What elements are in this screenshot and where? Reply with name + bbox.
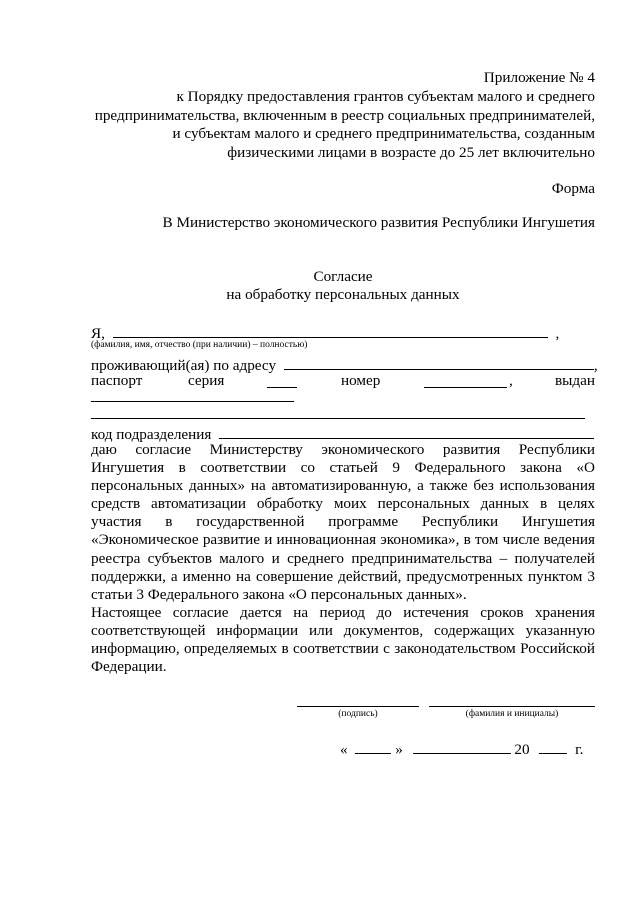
header-line-1: к Порядку предоставления грантов субъектам малого и среднего bbox=[176, 88, 595, 105]
year-suffix: г. bbox=[575, 741, 584, 758]
name-comma: , bbox=[555, 325, 560, 342]
passport-label: паспорт bbox=[91, 372, 143, 389]
signer-name-hint: (фамилия и инициалы) bbox=[465, 709, 559, 719]
signature-field[interactable] bbox=[297, 706, 419, 707]
month-field[interactable] bbox=[413, 738, 511, 754]
division-code-field[interactable] bbox=[219, 423, 594, 439]
signer-name-field[interactable] bbox=[429, 706, 595, 707]
address-label: проживающий(ая) по адресу bbox=[91, 357, 277, 374]
division-code-label: код подразделения bbox=[91, 426, 212, 443]
issued-by-field-2[interactable] bbox=[91, 418, 585, 419]
date-close-quote: » bbox=[395, 741, 403, 758]
full-name-hint: (фамилия, имя, отчество (при наличии) – полностью) bbox=[91, 340, 308, 350]
header-line-2: предпринимательства, включенным в реестр социальных предпринимателей, bbox=[94, 107, 595, 124]
consent-paragraph-1: даю согласие Министерству экономического развития Республики Ингушетия в соответствии со статьей 9 Федерального закона «О персональных данных» на автоматизированную, а также без использования средств автоматизации обработку моих персональных данных в целях участия в государственной программе Республики Ингушетия «Экономическое развитие и инновационная экономика», в том числе ведения реестра субъектов малого и среднего предпринимательства – получателей поддержки, а именно на совершение действий, предусмотренных пунктом 3 статьи 3 Федерального закона «О персональных данных». bbox=[91, 441, 595, 603]
consent-paragraph-2: Настоящее согласие дается на период до истечения сроков хранения соответствующей информации или документов, содержащих указанную информацию, определяемых в соответствии с законодательством Российской Федерации. bbox=[91, 603, 595, 676]
year-prefix: 20 bbox=[514, 741, 530, 758]
issued-label: выдан bbox=[555, 372, 595, 389]
header-line-3: и субъектам малого и среднего предпринимательства, созданным bbox=[172, 125, 595, 142]
signature-hint: (подпись) bbox=[338, 709, 378, 719]
full-name-field[interactable] bbox=[113, 322, 548, 338]
address-comma: , bbox=[593, 357, 598, 374]
number-comma: , bbox=[509, 372, 513, 389]
number-label: номер bbox=[341, 372, 381, 389]
header-line-4: физическими лицами в возрасте до 25 лет включительно bbox=[227, 144, 595, 161]
form-label: Форма bbox=[551, 180, 595, 197]
document-title: Согласие bbox=[313, 268, 373, 285]
appendix-number: Приложение № 4 bbox=[483, 69, 595, 86]
addressee: В Министерство экономического развития Республики Ингушетия bbox=[162, 214, 595, 231]
address-field[interactable] bbox=[284, 354, 594, 370]
series-field[interactable] bbox=[267, 372, 297, 388]
series-label: серия bbox=[188, 372, 225, 389]
date-row bbox=[340, 738, 583, 759]
year-field[interactable] bbox=[539, 738, 567, 754]
document-subtitle: на обработку персональных данных bbox=[226, 286, 460, 303]
consent-body bbox=[91, 441, 595, 676]
number-field[interactable] bbox=[424, 372, 507, 388]
date-open-quote: « bbox=[340, 741, 348, 758]
issued-by-field-1[interactable] bbox=[91, 401, 294, 402]
i-label: Я, bbox=[91, 325, 105, 342]
day-field[interactable] bbox=[355, 738, 391, 754]
